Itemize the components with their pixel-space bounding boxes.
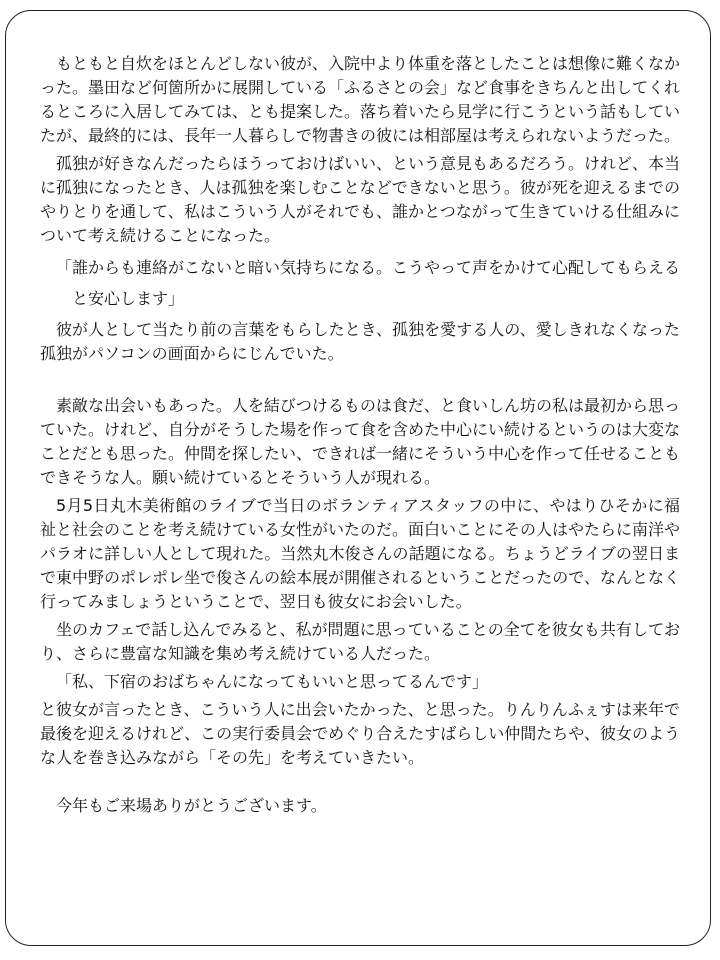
document-body: [40, 52, 680, 822]
paragraph-6: 坐のカフェで話し込んでみると、私が問題に思っていることの全てを彼女も共有しており、さらに豊富な知識を集め考え続けている人だった。: [40, 620, 680, 663]
quote-2: 「私、下宿のおばちゃんになってもいいと思ってるんです」: [56, 672, 489, 691]
paragraph-1: もともと自炊をほとんどしない彼が、入院中より体重を落としたことは想像に難くなかった。墨田など何箇所かに展開している「ふるさとの会」など食事をきちんと出してくれるところに入居してみては、とも提案した。落ち着いたら見学に行こうという話もしていたが、最終的には、長年一人暮らしで物書きの彼には相部屋は考えられないようだった。: [40, 54, 681, 145]
quote-1: 「誰からも連絡がこないと暗い気持ちになる。こうやって声をかけて心配してもらえると安心します」: [56, 258, 681, 308]
paragraph-7: と彼女が言ったとき、こういう人に出会いたかった、と思った。りんりんふぇすは来年で最後を迎えるけれど、この実行委員会でめぐり合えたすばらしい仲間たちや、彼女のような人を巻き込みながら「その先」を考えていきたい。: [40, 700, 680, 767]
paragraph-3: 彼が人として当たり前の言葉をもらしたとき、孤独を愛する人の、愛しきれなくなった孤独がパソコンの画面からにじんでいた。: [40, 320, 680, 363]
paragraph-2: 孤独が好きなんだったらほうっておけばいい、という意見もあるだろう。けれど、本当に孤独になったとき、人は孤独を楽しむことなどできないと思う。彼が死を迎えるまでのやりとりを通して、私はこういう人がそれでも、誰かとつながって生きていける仕組みについて考え続けることになった。: [40, 154, 681, 245]
section-gap: [40, 774, 680, 794]
section-gap: [40, 370, 680, 394]
paragraph-5: 5月5日丸木美術館のライブで当日のボランティアスタッフの中に、やはりひそかに福祉と社会のことを考え続けている女性がいたのだ。面白いことにその人はやたらに南洋やパラオに詳しい人として現れた。当然丸木俊さんの話題になる。ちょうどライブの翌日まで東中野のポレポレ坐で俊さんの絵本展が開催されるということだったので、なんとなく行ってみましょうということで、翌日も彼女にお会いした。: [40, 496, 681, 611]
closing-line: 今年もご来場ありがとうございます。: [56, 796, 327, 815]
paragraph-4: 素敵な出会いもあった。人を結びつけるものは食だ、と食いしん坊の私は最初から思っていた。けれど、自分がそうした場を作って食を含めた中心にい続けるというのは大変なことだとも思った。仲間を探したい、できれば一緒にそういう中心を作って任せることもできそうな人。願い続けているとそういう人が現れる。: [40, 396, 681, 487]
